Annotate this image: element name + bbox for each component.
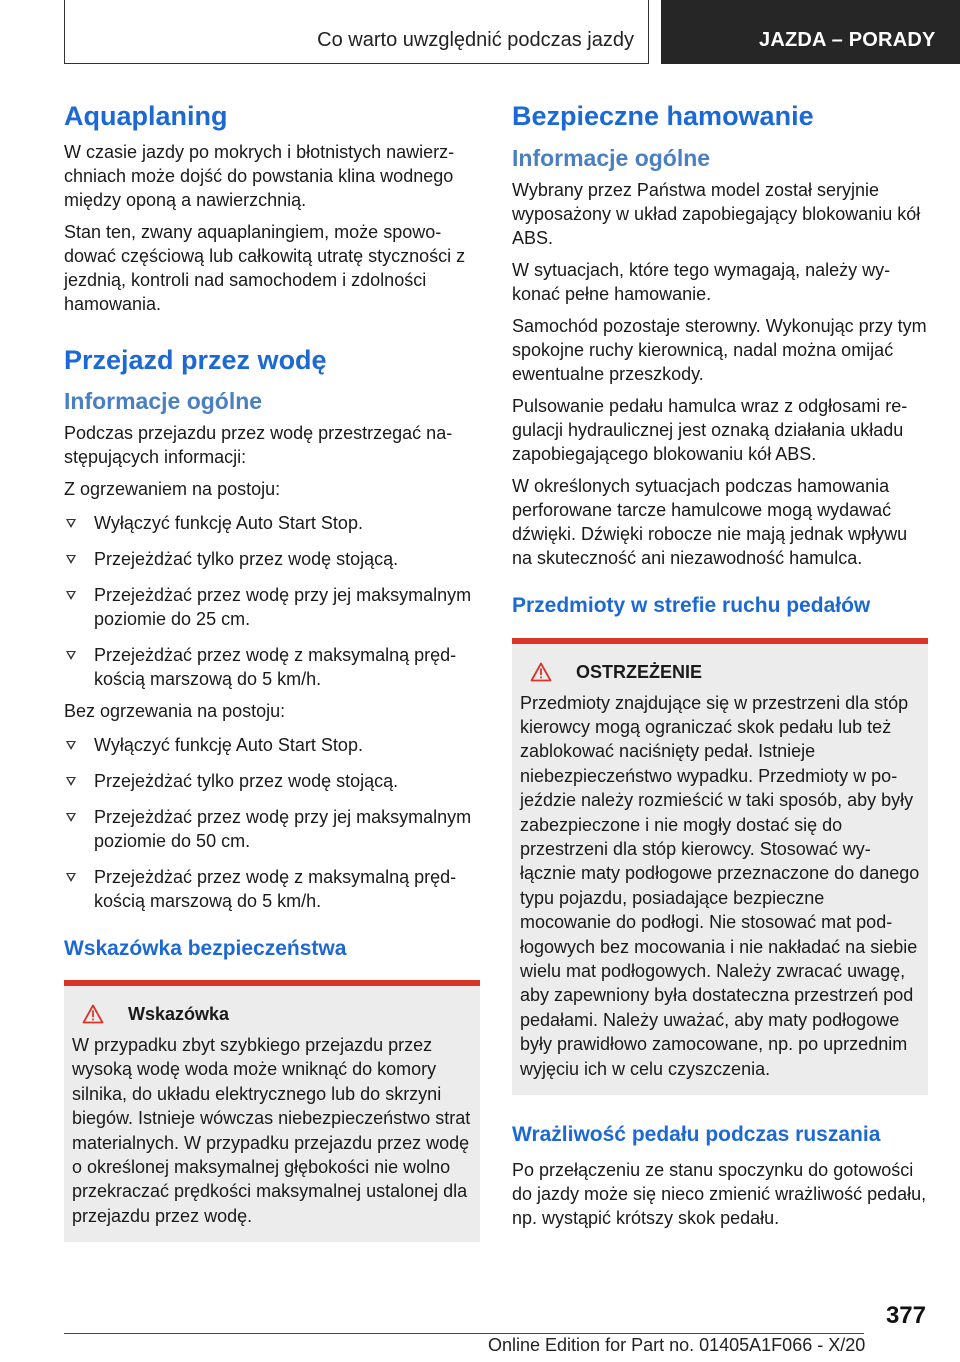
braking-general-info-heading: Informacje ogólne (512, 145, 711, 172)
water-intro: Podczas przejazdu przez wodę przestrzegać następujących informacji: (64, 422, 453, 467)
page-number: 377 (885, 1302, 926, 1329)
with-heating-list (64, 511, 480, 691)
triangle-bullet-icon (66, 741, 76, 750)
water-general-info-heading: Informacje ogólne (64, 387, 263, 414)
footer-edition: Online Edition for Part no. 01405A1F066 - X/20 (488, 1335, 866, 1355)
list-item: Wyłączyć funkcję Auto Start Stop. (64, 511, 480, 535)
triangle-bullet-icon (66, 651, 76, 660)
safety-note-box (64, 980, 480, 1242)
braking-heading: Bezpieczne hamowanie (512, 101, 814, 131)
list-item: Przejeżdżać przez wodę przy jej maksymalnym poziomie do 25 cm. (64, 583, 480, 631)
triangle-bullet-icon (66, 873, 76, 882)
pedal-sensitivity-heading: Wrażliwość pedału podczas ruszania (512, 1123, 881, 1147)
triangle-bullet-icon (66, 519, 76, 528)
pedal-warning-text: Przedmioty znajdujące się w przestrzeni dla stóp kierowcy mogą ograniczać skok pedału lub też zablokować naciśnięty pedał. Istnieje niebezpieczeństwo wypadku. Przedmioty w pojeździe należy rozmieścić w taki sposób, aby były zabezpieczone i nie mogły dostać się do przestrzeni dla stóp kierowcy. Stosować wyłącznie maty podłogowe przeznaczone do danego typu pojazdu, posiadające bezpieczne mocowanie do podłogi. Nie stosować mat podłogowych bez mocowania i nie nakładać na siebie wielu mat podłogowych. Należy zwracać uwagę, aby zapewniony była dostateczna przestrzeń pod pedałami. Należy uważać, aby maty podłogowe były prawidłowo zamocowane, np. po uprzednim wyjęciu ich w celu czyszczenia. (520, 692, 920, 1079)
header-chapter-box (64, 0, 649, 64)
header-section-tab (661, 0, 960, 64)
triangle-bullet-icon (66, 555, 76, 564)
list-item: Przejeżdżać tylko przez wodę stojącą. (64, 769, 480, 793)
triangle-bullet-icon (66, 591, 76, 600)
list-item: Przejeżdżać przez wodę z maksymalną prędkością marszową do 5 km/h. (64, 643, 480, 691)
braking-paragraph-2: W sytuacjach, które tego wymagają, należy wykonać pełne hamowanie. (512, 260, 891, 305)
triangle-bullet-icon (66, 813, 76, 822)
water-crossing-heading: Przejazd przez wodę (64, 345, 327, 376)
braking-paragraph-1: Wybrany przez Państwa model został seryjnie wyposażony w układ zapobiegający blokowaniu kół ABS. (512, 180, 921, 249)
without-heating-label: Bez ogrzewania na postoju: (64, 700, 286, 721)
braking-paragraph-3: Samochód pozostaje sterowny. Wykonując przy tym spokojne ruchy kierownicą, nadal można omijać ewentualne przeszkody. (512, 316, 927, 385)
aquaplaning-paragraph-2: Stan ten, zwany aquaplaningiem, może spowodować częściową lub całkowitą utratę styczności z jezdnią, kontroli nad samochodem i zdolności hamowania. (64, 222, 466, 315)
warning-triangle-icon (82, 1004, 104, 1024)
safety-note-text: W przypadku zbyt szybkiego przejazdu przez wysoką wodę woda może wniknąć do komory silnika, do układu elektrycznego lub do skrzyni biegów. Istnieje wówczas niebezpieczeństwo strat materialnych. W przypadku przejazdu przez wodę o określonej maksymalnej głębokości nie wolno przekraczać prędkości maksymalnej ustalonej dla przejazdu przez wodę. (72, 1034, 471, 1226)
pedal-warning-title: OSTRZEŻENIE (520, 662, 920, 683)
list-item: Wyłączyć funkcję Auto Start Stop. (64, 733, 480, 757)
braking-paragraph-5: W określonych sytuacjach podczas hamowania perforowane tarcze hamulcowe mogą wydawać dźwięki. Dźwięki robocze nie mają jednak wpływu na skuteczność ani niezawodność hamulca. (512, 476, 908, 569)
header-chapter-title: Co warto uwzględnić podczas jazdy (317, 29, 634, 51)
left-column (64, 100, 480, 1242)
triangle-bullet-icon (66, 777, 76, 786)
without-heating-list (64, 733, 480, 913)
list-item: Przejeżdżać tylko przez wodę stojącą. (64, 547, 480, 571)
pedal-sensitivity-text: Po przełączeniu ze stanu spoczynku do gotowości do jazdy może się nieco zmienić wrażliwość pedału, np. wystąpić krótszy skok pedału. (512, 1160, 927, 1229)
aquaplaning-heading: Aquaplaning (64, 101, 228, 131)
with-heating-label: Z ogrzewaniem na postoju: (64, 478, 281, 499)
warning-triangle-icon (530, 662, 552, 682)
aquaplaning-paragraph-1: W czasie jazdy po mokrych i błotnistych nawierzchniach może dojść do powstania klina wodnego między oponą a nawierzchnią. (64, 142, 455, 211)
list-item: Przejeżdżać przez wodę przy jej maksymalnym poziomie do 50 cm. (64, 805, 480, 853)
safety-note-heading: Wskazówka bezpieczeństwa (64, 936, 347, 960)
braking-paragraph-4: Pulsowanie pedału hamulca wraz z odgłosami regulacji hydraulicznej jest oznaką działania układu zapobiegającego blokowaniu kół ABS. (512, 396, 908, 465)
pedal-objects-heading: Przedmioty w strefie ruchu pedałów (512, 594, 871, 618)
header-section-label: JAZDA – PORADY (759, 29, 936, 51)
pedal-warning-box (512, 638, 928, 1096)
footer-divider (64, 1333, 864, 1334)
safety-note-title: Wskazówka (72, 1004, 472, 1025)
right-column (512, 100, 928, 1238)
list-item: Przejeżdżać przez wodę z maksymalną prędkością marszową do 5 km/h. (64, 865, 480, 913)
